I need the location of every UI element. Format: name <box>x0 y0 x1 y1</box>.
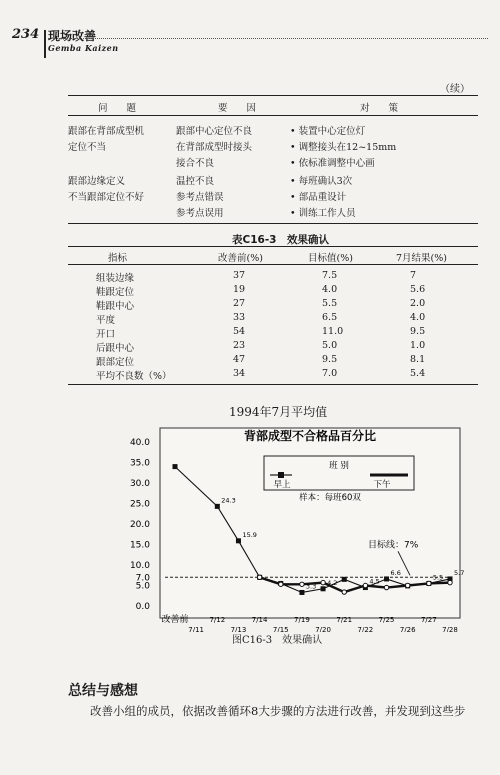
table-header: 对 策 <box>360 103 399 114</box>
table-cell: 9.5 <box>322 354 338 365</box>
table-rule-bottom <box>68 384 478 385</box>
table-rule-top <box>68 246 478 247</box>
legend-note: 样本：每班60双 <box>299 493 361 503</box>
table-cell: 7.0 <box>322 368 338 379</box>
table-cell: 7 <box>410 270 417 281</box>
table-cell: • 每班确认3次 <box>290 176 353 187</box>
data-point-morning <box>384 576 389 581</box>
table-cell: 温控不良 <box>176 176 215 187</box>
header-rule <box>48 38 488 39</box>
table-header: 指标 <box>108 253 128 264</box>
causes-table <box>68 95 478 223</box>
y-tick-label: 20.0 <box>129 520 150 530</box>
x-tick-label: 7/12 <box>209 616 226 624</box>
y-tick-label: 7.0 <box>135 573 150 584</box>
table-cell: 23 <box>233 340 246 351</box>
x-tick-label: 7/27 <box>420 616 437 624</box>
table-cell: 4.0 <box>322 284 338 295</box>
data-label: 5.5 <box>432 573 444 582</box>
table-cell: • 依标准调整中心画 <box>290 158 375 169</box>
target-label: 目标线：7% <box>368 540 419 551</box>
data-point-morning <box>321 586 326 591</box>
section-title: 总结与感想 <box>68 683 138 699</box>
x-tick-label: 7/21 <box>336 616 353 624</box>
body-paragraph: 改善小组的成员，依据改善循环8大步骤的方法进行改善，并发现到这些步 <box>90 704 466 718</box>
table-cell: 参考点错误 <box>176 192 224 203</box>
data-label: 3.3 <box>305 582 317 591</box>
data-point-afternoon <box>321 580 325 584</box>
table-cell: 跟部边缘定义 <box>68 176 126 187</box>
results-table <box>68 246 478 386</box>
legend-label-afternoon: 下午 <box>373 480 391 490</box>
x-tick-label: 7/13 <box>230 626 247 632</box>
x-tick-label: 7/25 <box>378 616 395 624</box>
data-point-afternoon <box>279 582 283 586</box>
table-cell: 在背部成型时接头 <box>176 142 253 153</box>
table-rule-mid <box>68 115 478 116</box>
table-cell: 5.4 <box>410 368 426 379</box>
x-tick-label: 7/22 <box>357 626 374 632</box>
page-number: 234 <box>12 27 40 42</box>
data-label: 24.3 <box>221 496 236 505</box>
table-cell: 跟部在背部成型机 <box>68 126 145 137</box>
x-tick-label: 7/28 <box>442 626 458 632</box>
y-tick-label: 30.0 <box>129 479 150 489</box>
data-point-morning <box>215 504 220 509</box>
table-cell: 54 <box>233 326 246 337</box>
y-tick-label: 40.0 <box>129 438 150 448</box>
x-tick-label: 改善前 <box>161 615 189 625</box>
data-point-afternoon <box>257 575 261 579</box>
line-chart <box>120 420 470 632</box>
data-label: 15.9 <box>242 530 257 539</box>
x-tick-label: 7/15 <box>272 626 289 632</box>
legend-label-morning: 早上 <box>273 480 291 490</box>
y-tick-label: 15.0 <box>129 540 150 551</box>
data-label: 4.5 <box>369 577 380 586</box>
table-cell: 接合不良 <box>176 158 215 169</box>
data-point-morning <box>173 464 178 469</box>
table-cell: 后跟中心 <box>96 343 135 354</box>
table-cell: 27 <box>233 298 246 309</box>
table-cell: 跟部定位 <box>96 357 135 368</box>
table-cell: 5.5 <box>322 298 338 309</box>
table-cell: 34 <box>233 368 246 379</box>
table-cell: • 训练工作人员 <box>290 208 356 219</box>
table-cell: 47 <box>233 354 246 365</box>
data-point-afternoon <box>448 580 452 584</box>
table-cell: • 装置中心定位灯 <box>290 126 366 137</box>
book-subtitle: Gemba Kaizen <box>48 43 119 53</box>
data-point-afternoon <box>342 590 346 594</box>
x-tick-label: 7/11 <box>188 626 205 632</box>
table-header: 目标值(%) <box>308 253 353 264</box>
table-cell: 鞋跟中心 <box>96 301 135 312</box>
table-cell: 平度 <box>96 315 116 326</box>
table-cell: 4.0 <box>410 312 426 323</box>
table-cell: 定位不当 <box>68 142 107 153</box>
table-cell: 5.6 <box>410 284 426 295</box>
table-cell: 不当跟部定位不好 <box>68 192 145 203</box>
x-tick-label: 7/14 <box>251 616 268 624</box>
table-cell: 9.5 <box>410 326 426 337</box>
table-cell: • 部品重设计 <box>290 192 347 203</box>
table-cell: 6.5 <box>322 312 338 323</box>
figure-caption: 图C16-3 效果确认 <box>232 635 323 646</box>
data-point-afternoon <box>427 581 431 585</box>
table-cell: 33 <box>233 312 246 323</box>
table-caption: 表C16-3 效果确认 <box>232 234 329 246</box>
table-cell: 1.0 <box>410 340 426 351</box>
table-cell: 5.0 <box>322 340 338 351</box>
y-tick-label: 5.0 <box>135 581 150 592</box>
table-cell: 鞋跟定位 <box>96 287 135 298</box>
table-cell: 参考点误用 <box>176 208 224 219</box>
y-tick-label: 0.0 <box>135 602 150 612</box>
table-cell: 19 <box>233 284 246 295</box>
chart-heading: 1994年7月平均值 <box>229 405 328 419</box>
table-cell: 组装边缘 <box>96 273 135 284</box>
table-cell: 37 <box>233 270 246 281</box>
continued-label: （续） <box>440 84 470 95</box>
data-point-afternoon <box>300 582 304 586</box>
data-point-afternoon <box>363 583 367 587</box>
table-cell: 11.0 <box>322 326 344 337</box>
table-cell: • 调整接头在12~15mm <box>290 142 397 153</box>
table-header: 改善前(%) <box>218 253 263 264</box>
data-point-morning <box>236 538 241 543</box>
y-tick-label: 10.0 <box>129 561 150 571</box>
data-point-morning <box>342 577 347 582</box>
x-tick-label: 7/19 <box>294 616 310 624</box>
chart-title: 背部成型不合格品百分比 <box>243 429 377 443</box>
legend-title: 班 别 <box>329 461 349 471</box>
data-point-morning <box>299 590 304 595</box>
table-rule-mid <box>68 264 478 265</box>
table-header: 7月结果(%) <box>396 253 447 264</box>
x-tick-label: 7/20 <box>315 626 331 632</box>
y-tick-label: 35.0 <box>129 458 150 469</box>
table-cell: 7.5 <box>322 270 338 281</box>
x-tick-label: 7/26 <box>399 626 416 632</box>
data-label: 6.6 <box>390 568 401 577</box>
data-point-afternoon <box>405 583 409 587</box>
table-cell: 2.0 <box>410 298 426 309</box>
legend-marker-morning <box>278 472 284 478</box>
table-header: 问 题 <box>98 103 137 114</box>
data-label: 4.2 <box>327 578 338 587</box>
table-cell: 跟部中心定位不良 <box>176 126 253 137</box>
table-rule-bottom <box>68 223 478 224</box>
table-rule-top <box>68 95 478 96</box>
data-label: 5.7 <box>454 568 465 577</box>
y-tick-label: 25.0 <box>129 499 150 510</box>
table-cell: 8.1 <box>410 354 426 365</box>
table-header: 要 因 <box>218 103 257 114</box>
header-rule-vertical <box>44 30 46 58</box>
table-cell: 开口 <box>96 329 116 340</box>
data-point-afternoon <box>384 585 388 589</box>
table-cell: 平均不良数（%） <box>96 371 172 382</box>
book-title: 现场改善 <box>48 29 97 43</box>
